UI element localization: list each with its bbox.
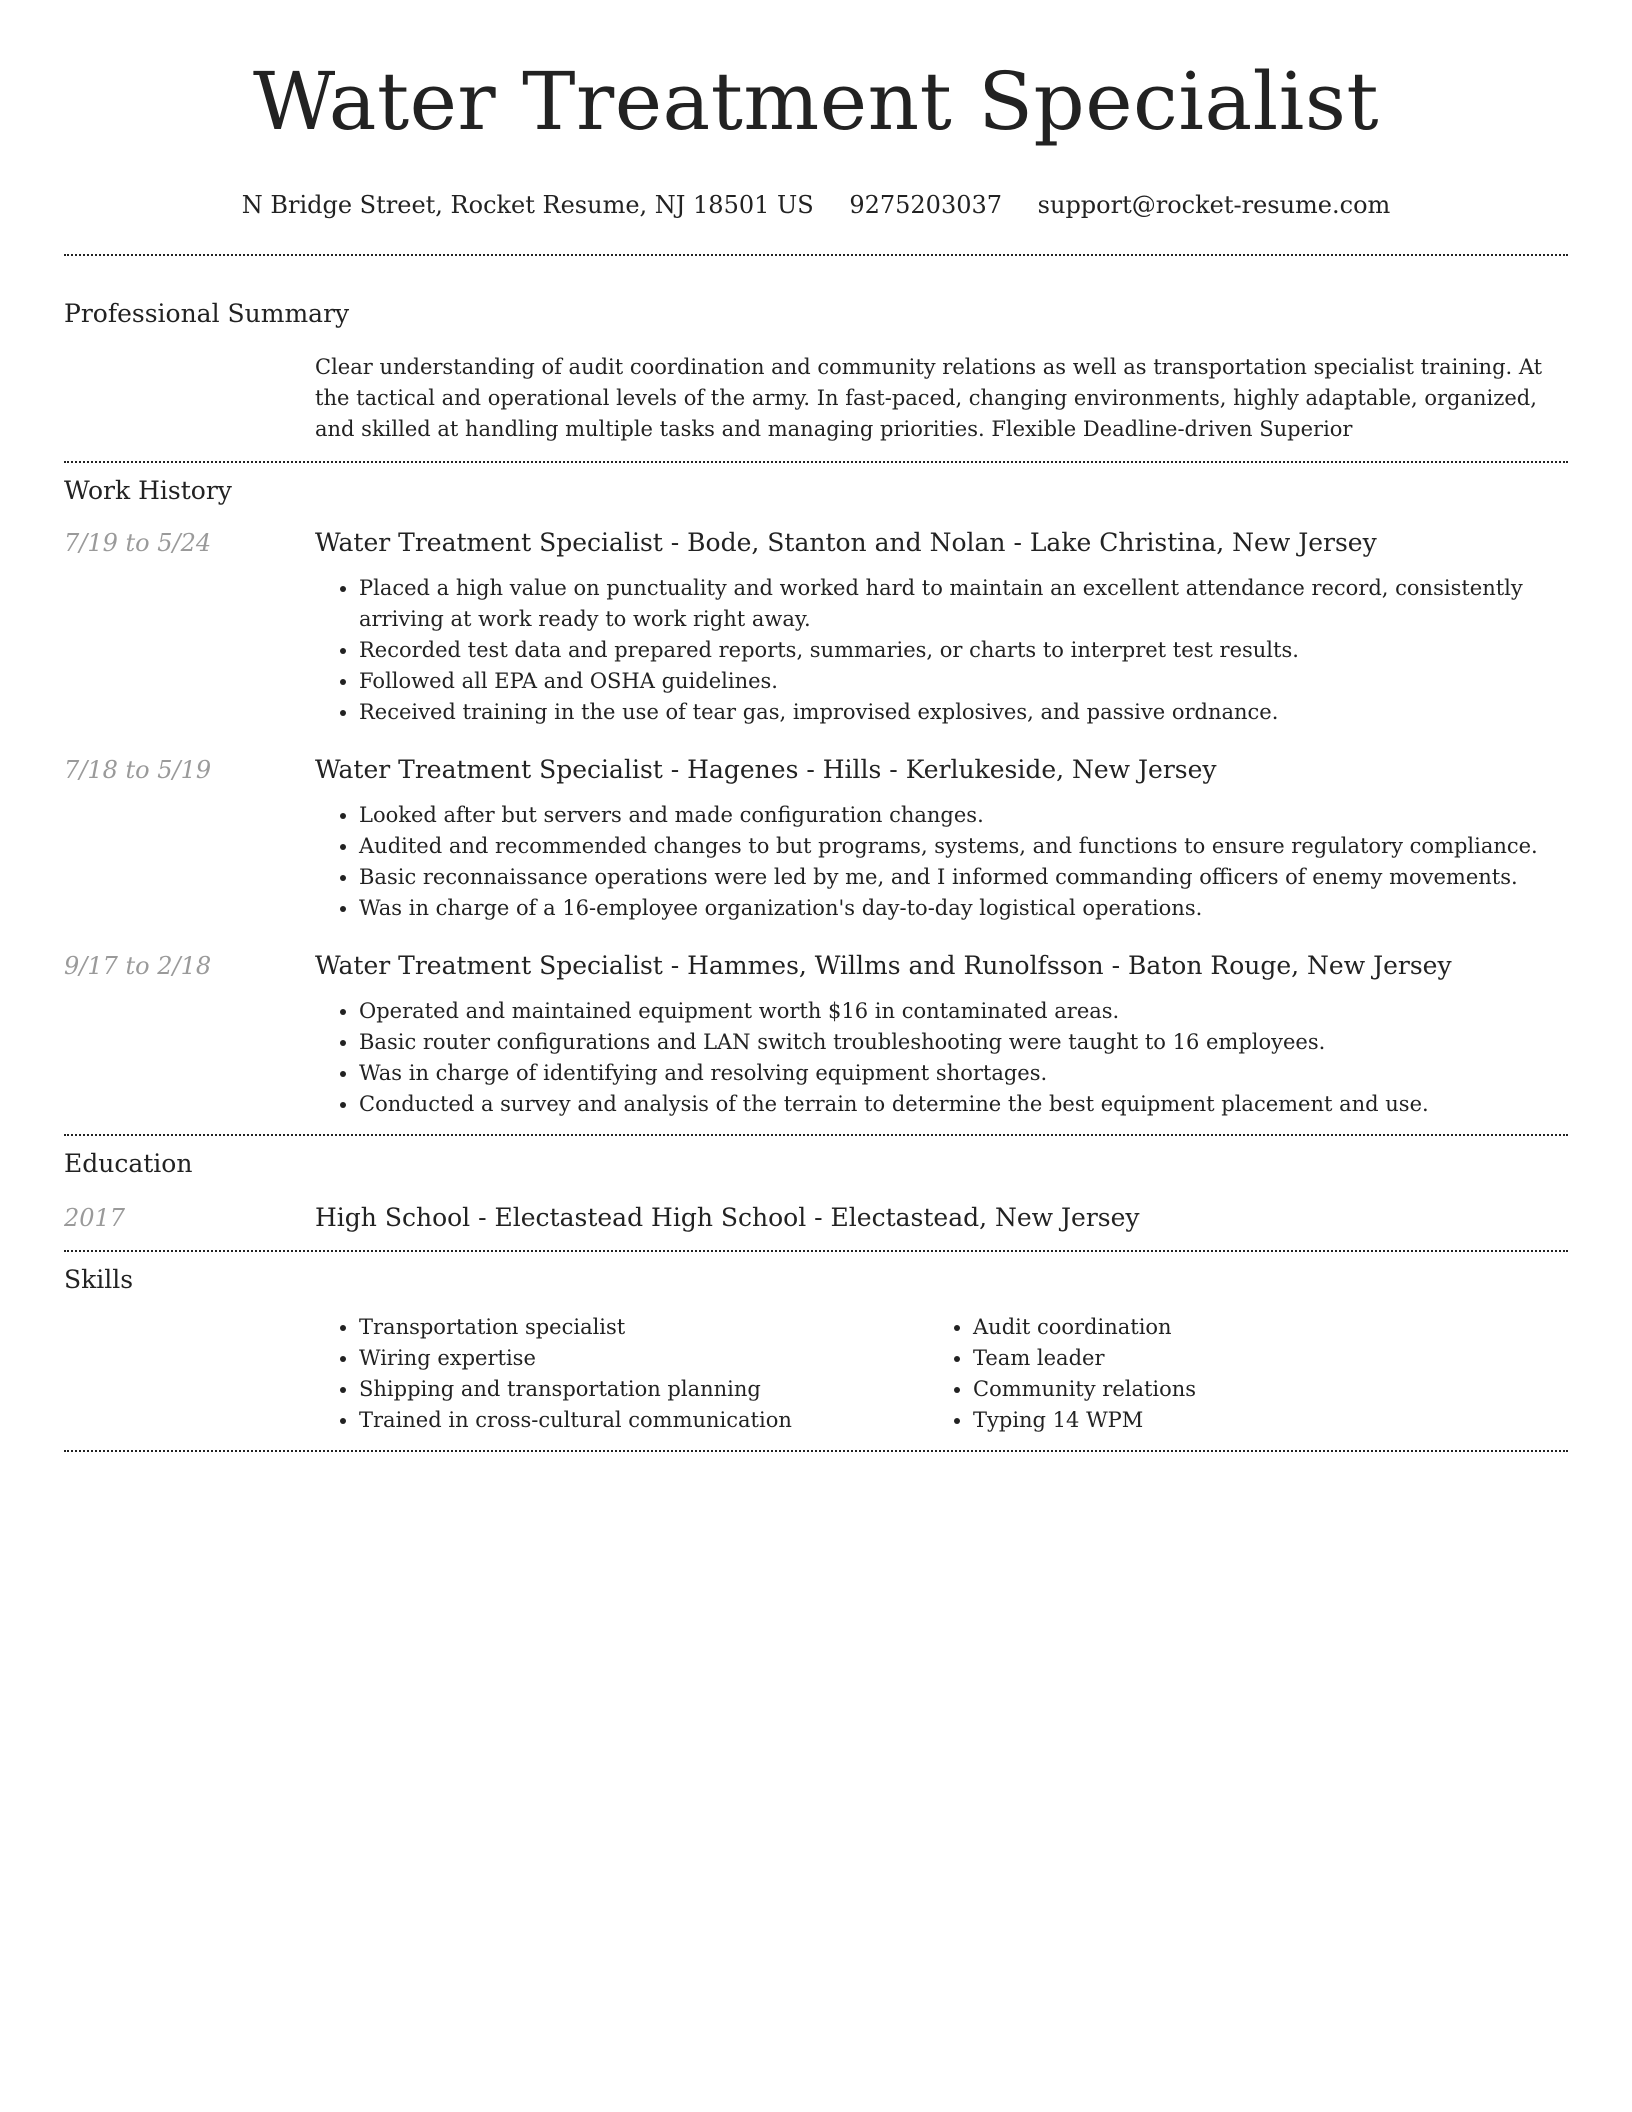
section-divider xyxy=(64,1134,1568,1136)
section-divider xyxy=(64,1450,1568,1452)
job-bullet: • Followed all EPA and OSHA guidelines. xyxy=(359,666,1568,697)
job-entry xyxy=(64,527,1568,728)
job-bullets xyxy=(315,573,1568,728)
job-bullet: • Recorded test data and prepared reports, summaries, or charts to interpret test results. xyxy=(359,635,1568,666)
summary-text: Clear understanding of audit coordination and community relations as well as transportation specialist training. At the tactical and operational levels of the army. In fast-paced, changing environments, highly adaptable, organized, and skilled at handling multiple tasks and managing priorities. Flexible Deadline-driven Superior xyxy=(315,355,1543,441)
skills-list xyxy=(315,1312,1568,1450)
job-bullet: • Received training in the use of tear gas, improvised explosives, and passive ordnance. xyxy=(359,697,1568,728)
job-dates: 7/19 to 5/24 xyxy=(64,529,212,557)
contact-line xyxy=(64,190,1568,220)
skills-heading: Skills xyxy=(64,1265,134,1294)
job-bullet: • Conducted a survey and analysis of the terrain to determine the best equipment placement and use. xyxy=(359,1089,1568,1120)
skills-column-left xyxy=(315,1312,929,1436)
skill-item: • Community relations xyxy=(973,1374,1543,1405)
job-heading xyxy=(315,950,1568,982)
job-details: - Hammes, Willms and Runolfsson - Baton Rouge, New Jersey xyxy=(662,951,1452,980)
skill-item: • Wiring expertise xyxy=(359,1343,929,1374)
skill-item: • Team leader xyxy=(973,1343,1543,1374)
section-divider xyxy=(64,1250,1568,1252)
job-entry xyxy=(64,754,1568,924)
skill-item: • Audit coordination xyxy=(973,1312,1543,1343)
skills-column-right xyxy=(929,1312,1543,1436)
resume-name: Water Treatment Specialist xyxy=(252,55,1380,148)
job-bullet: • Was in charge of a 16-employee organization's day-to-day logistical operations. xyxy=(359,893,1568,924)
contact-email: support@rocket-resume.com xyxy=(1037,191,1391,219)
job-bullet: • Placed a high value on punctuality and worked hard to maintain an excellent attendance record, consistently arriving at work ready to work right away. xyxy=(359,573,1568,635)
skill-item: • Shipping and transportation planning xyxy=(359,1374,929,1405)
job-bullet: • Was in charge of identifying and resolving equipment shortages. xyxy=(359,1058,1568,1089)
job-dates: 9/17 to 2/18 xyxy=(64,952,212,980)
skill-item: • Typing 14 WPM xyxy=(973,1405,1543,1436)
job-bullet: • Basic reconnaissance operations were led by me, and I informed commanding officers of enemy movements. xyxy=(359,862,1568,893)
job-bullet: • Operated and maintained equipment worth $16 in contaminated areas. xyxy=(359,996,1568,1027)
section-divider xyxy=(64,254,1568,256)
education-year: 2017 xyxy=(64,1204,126,1232)
education-entry xyxy=(64,1202,1568,1250)
job-bullet: • Looked after but servers and made configuration changes. xyxy=(359,800,1568,831)
job-bullets xyxy=(315,800,1568,924)
contact-phone: 9275203037 xyxy=(849,191,1003,219)
job-role: Water Treatment Specialist xyxy=(315,951,663,980)
education-heading: Education xyxy=(64,1149,193,1178)
contact-address: N Bridge Street, Rocket Resume, NJ 18501 US xyxy=(241,191,814,219)
job-heading xyxy=(315,754,1568,786)
job-heading xyxy=(315,527,1568,559)
job-role: Water Treatment Specialist xyxy=(315,755,663,784)
work-history-heading: Work History xyxy=(64,476,232,505)
job-bullets xyxy=(315,996,1568,1120)
work-history-list xyxy=(64,527,1568,1120)
skill-item: • Trained in cross-cultural communication xyxy=(359,1405,929,1436)
job-role: Water Treatment Specialist xyxy=(315,528,663,557)
job-bullet: • Basic router configurations and LAN switch troubleshooting were taught to 16 employees. xyxy=(359,1027,1568,1058)
section-divider xyxy=(64,461,1568,463)
job-entry xyxy=(64,950,1568,1120)
job-dates: 7/18 to 5/19 xyxy=(64,756,212,784)
skill-item: • Transportation specialist xyxy=(359,1312,929,1343)
job-details: - Bode, Stanton and Nolan - Lake Christina, New Jersey xyxy=(662,528,1377,557)
education-details: High School - Electastead High School - Electastead, New Jersey xyxy=(315,1203,1140,1232)
job-details: - Hagenes - Hills - Kerlukeside, New Jersey xyxy=(662,755,1217,784)
summary-heading: Professional Summary xyxy=(64,299,350,328)
job-bullet: • Audited and recommended changes to but programs, systems, and functions to ensure regulatory compliance. xyxy=(359,831,1568,862)
